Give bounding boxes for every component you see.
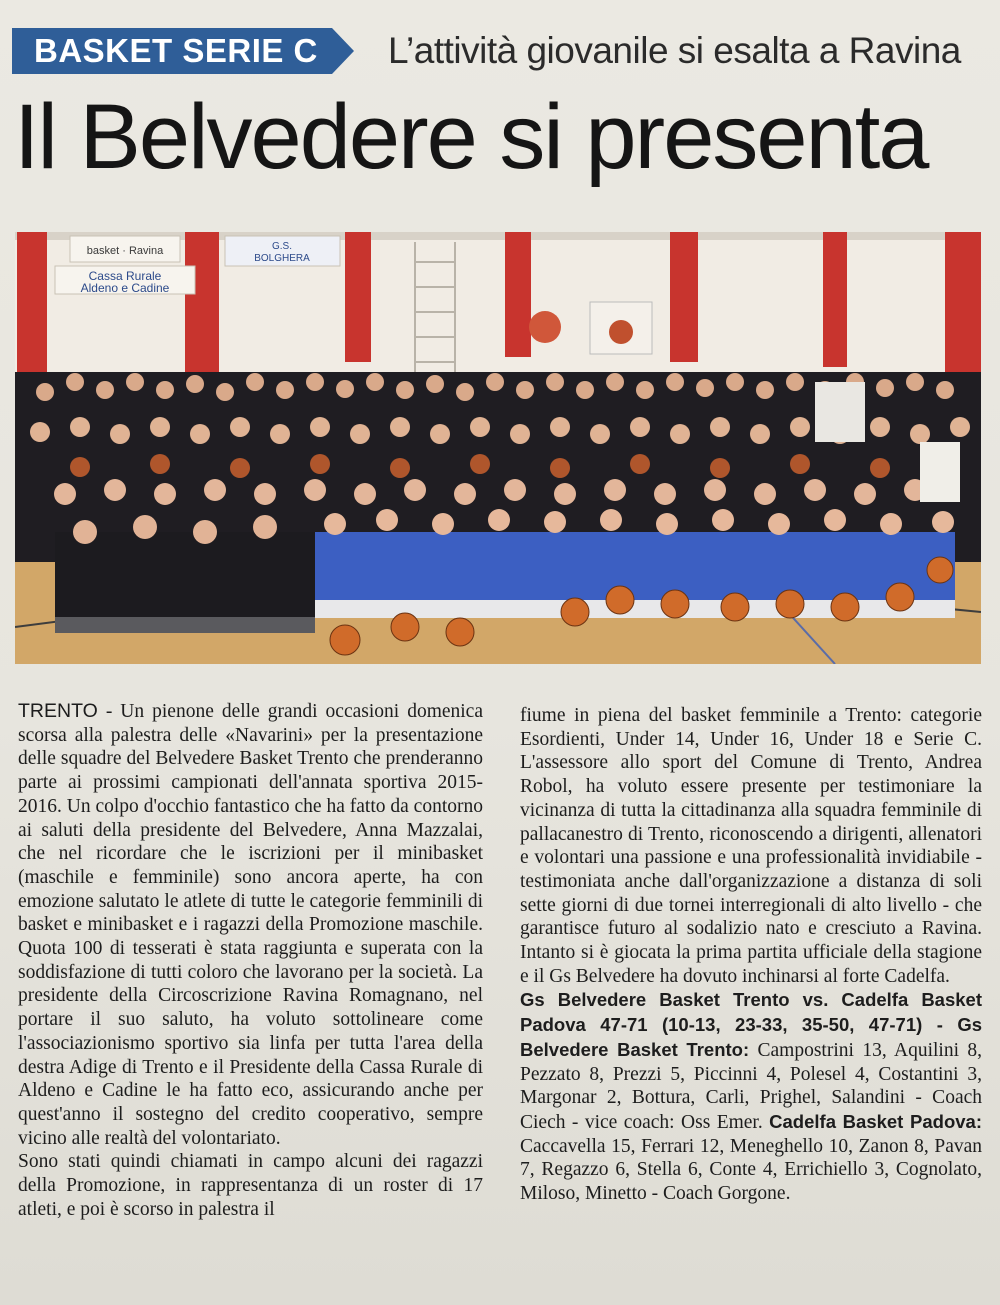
banner-bank-line2: Aldeno e Cadine xyxy=(80,281,170,295)
red-column xyxy=(823,232,847,367)
team2-roster: Caccavella 15, Ferrari 12, Meneghello 10, Zanon 8, Pavan 7, Regazzo 6, Stella 6, Conte 4, Errichiello 3, Cognolato, Miloso, Minetto - Coach Gorgone. xyxy=(520,1135,982,1205)
banner-club2-text: basket · Ravina xyxy=(86,245,164,257)
basketball xyxy=(661,590,689,618)
basketball xyxy=(721,593,749,621)
result-headline: Gs Belvedere Basket Trento vs. Cadelfa Basket Padova 47-71 (10-13, 23-33, 35-50, 47-71) - Gs Belvedere Basket Trento: xyxy=(520,989,982,1060)
red-column xyxy=(185,232,219,382)
kicker: L’attività giovanile si esalta a Ravina xyxy=(388,30,961,71)
basketball xyxy=(561,598,589,626)
red-column xyxy=(945,232,981,382)
team-photo xyxy=(15,232,981,664)
red-column xyxy=(345,232,371,362)
article-paragraph-3: fiume in piena del basket femminile a Trento: categorie Esordienti, Under 14, Under 16, Under 18 e Serie C. L'assessore allo sport del Comune di Trento, Andrea Robol, ha voluto essere presente per testimoniare la vicinanza di tutta la cittadinanza alla squadra femminile di pallacanestro di Trento, riconoscendo a dirigenti, allenatori e volontari una passione e una professionalità invidiabile - testimoniata anche dall'organizzazione a distanza di soli sette giorni di due tornei interregionali di alto livello - che garantisce futuro al sodalizio nato e cresciuto a Ravina. Intanto si è giocata la prima partita ufficiale della stagione e il Gs Belvedere ha dovuto inchinarsi al forte Cadelfa. xyxy=(520,705,982,987)
adult-white-shirt xyxy=(920,442,960,502)
article-paragraph-2: Sono stati quindi chiamati in campo alcuni dei ragazzi della Promozione, in rappresentanza di un roster di 17 atleti, e poi è scorso in palestra il xyxy=(18,1151,483,1220)
adult-white-shirt xyxy=(815,382,865,442)
article-column-right xyxy=(520,704,982,1304)
paragraph-1-text: - Un pienone delle grandi occasioni domenica scorsa alla palestra delle «Navarini» per la presentazione delle squadre del Belvedere Basket Trento che prenderanno parte ai prossimi campionati dell'annata sportiva 2015-2016. Un colpo d'occhio fantastico che ha fatto da contorno ai saluti della presidente del Belvedere, Anna Mazzalai, che nel ricordare che le iscrizioni per il minibasket (maschile e femminile) sono ancora aperte, ha con emozione salutato le atlete di tutte le categorie femminili di basket e minibasket e i ragazzi della Promozione maschile. Quota 100 di tesserati è stata raggiunta e superata con la soddisfazione di tutti coloro che lavorano per la società. La presidente della Circoscrizione Ravina Romagnano, nel portare il suo saluto, ha voluto sottolineare come l'associazionismo sportivo sia linfa per tutta l'area della destra Adige di Trento e il Presidente della Cassa Rurale di Aldeno e Cadine le ha fatto eco, assicurando anche per quest'anno il sostegno del credito cooperativo, sempre vicino alle realtà del volontariato. xyxy=(18,701,483,1149)
match-result xyxy=(520,988,982,1205)
sponsor-banner xyxy=(55,236,195,295)
basketball xyxy=(446,618,474,646)
dateline: TRENTO xyxy=(18,700,98,722)
section-tag: BASKET SERIE C xyxy=(12,28,332,74)
basketball xyxy=(330,625,360,655)
basketball xyxy=(831,593,859,621)
article-paragraph-1 xyxy=(18,700,483,1150)
basketball xyxy=(776,590,804,618)
basketball xyxy=(927,557,953,583)
red-column xyxy=(670,232,698,362)
banner-club-label: G.S. xyxy=(271,241,293,252)
basketball xyxy=(606,586,634,614)
club-banner xyxy=(225,236,340,266)
basketball xyxy=(391,613,419,641)
banner-bank-line1: Cassa Rurale xyxy=(88,269,162,283)
article-column-left xyxy=(18,700,483,1300)
team1-roster: Campostrini 13, Aquilini 8, Pezzato 8, Prezzi 5, Piccinni 4, Polesel 4, Costantini 3, Margonar 2, Bottura, Carli, Prighel, Salandini - Coach Ciech - vice coach: Oss Emer. xyxy=(520,1039,983,1133)
dark-front-group xyxy=(55,532,315,622)
logo-circle xyxy=(529,311,561,343)
basketball xyxy=(886,583,914,611)
headline: Il Belvedere si presenta xyxy=(14,86,928,188)
team2-name: Cadelfa Basket Padova: xyxy=(769,1110,982,1132)
section-tag-arrow xyxy=(332,28,354,74)
banner-club-name: BOLGHERA xyxy=(254,253,310,264)
red-column xyxy=(505,232,531,357)
